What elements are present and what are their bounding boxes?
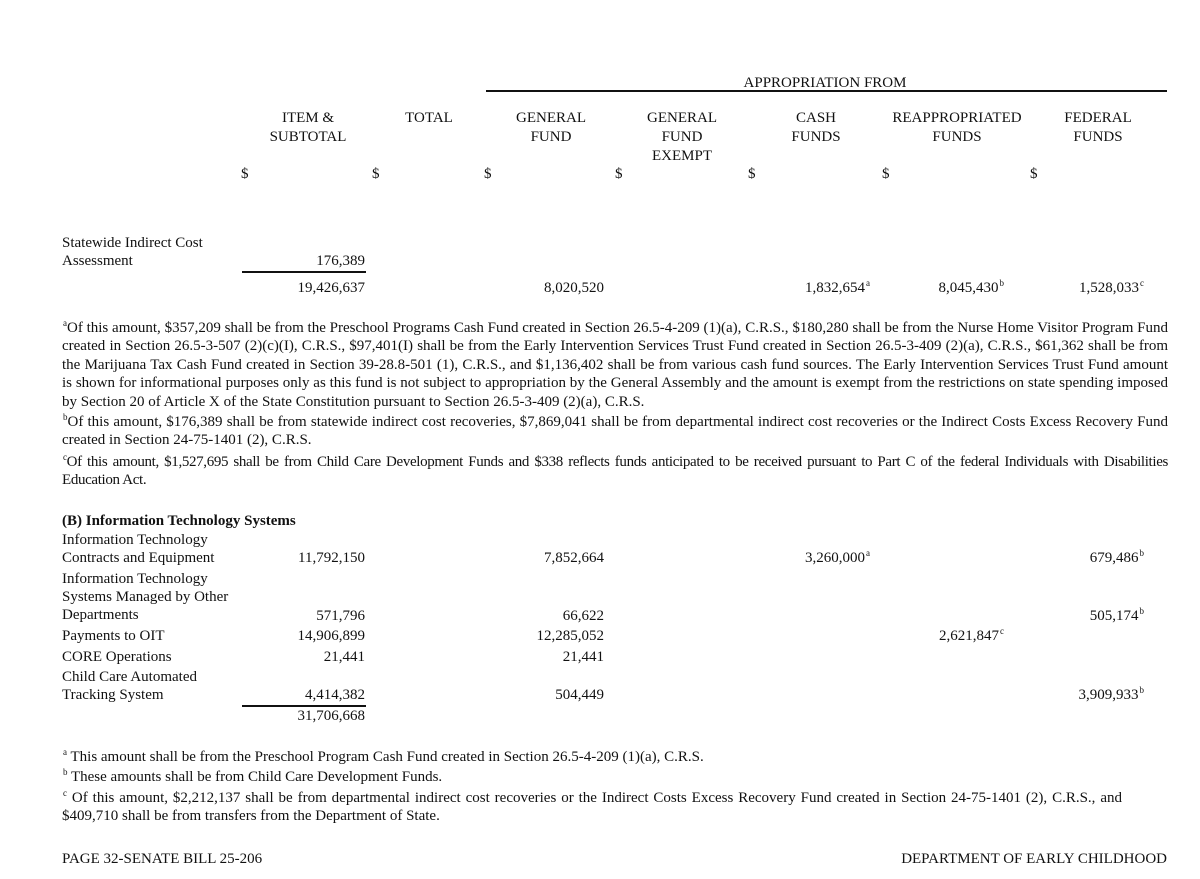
dollar-sign-total: $ xyxy=(372,166,380,182)
appropriation-rule xyxy=(486,90,1167,92)
footnote-a-3: $^c$Of this amount, $1,527,695 shall be from Child Care Development Funds and $338 reflects funds anticipated to be received pursuant to Part C of the federal Individuals with Disabilities Education Act. xyxy=(62,452,1168,489)
federal-child-care-tracking: 3,909,933$^b$ xyxy=(1078,685,1144,703)
row-label-child-care-tracking: Child Care Automated Tracking System xyxy=(62,669,197,703)
page-footer-left: PAGE 32-SENATE BILL 25-206 xyxy=(62,851,263,867)
row-label-it-contracts: Information Technology Contracts and Equipment xyxy=(62,532,215,566)
appropriation-from-heading: APPROPRIATION FROM xyxy=(743,75,907,91)
subtotal-item-a: 19,426,637 xyxy=(297,280,365,296)
col-header-general-fund-exempt: GENERAL FUND EXEMPT xyxy=(647,110,717,164)
subtotal-federal-a: 1,528,033$^c$ xyxy=(1079,278,1144,296)
row-label-core-operations: CORE Operations xyxy=(62,649,172,665)
general-fund-payments-oit: 12,285,052 xyxy=(536,628,604,644)
general-fund-it-other-depts: 66,622 xyxy=(562,608,604,624)
dollar-sign-federal-funds: $ xyxy=(1030,166,1038,182)
general-fund-it-contracts: 7,852,664 xyxy=(544,550,604,566)
item-it-other-depts: 571,796 xyxy=(316,608,365,624)
row-label-payments-oit: Payments to OIT xyxy=(62,628,165,644)
col-header-cash-funds: CASH FUNDS xyxy=(791,110,841,145)
dollar-sign-general-fund: $ xyxy=(484,166,492,182)
col-header-item-subtotal: ITEM & SUBTOTAL xyxy=(269,110,347,145)
col-header-reappropriated-funds: REAPPROPRIATED FUNDS xyxy=(892,110,1022,145)
item-it-contracts: 11,792,150 xyxy=(298,550,365,566)
dollar-sign-cash-funds: $ xyxy=(748,166,756,182)
dollar-sign-general-fund-exempt: $ xyxy=(615,166,623,182)
col-header-federal-funds: FEDERAL FUNDS xyxy=(1064,110,1132,145)
subtotal-item-b: 31,706,668 xyxy=(297,708,365,724)
item-child-care-tracking: 4,414,382 xyxy=(305,687,365,703)
subtotal-rule-a xyxy=(242,271,366,273)
item-payments-oit: 14,906,899 xyxy=(297,628,365,644)
federal-it-contracts: 679,486$^b$ xyxy=(1089,548,1144,566)
federal-it-other-depts: 505,174$^b$ xyxy=(1089,606,1144,624)
row-label-statewide-indirect: Statewide Indirect Cost Assessment xyxy=(62,235,203,269)
reappropriated-payments-oit: 2,621,847$^c$ xyxy=(939,626,1004,644)
section-b-title: (B) Information Technology Systems xyxy=(62,513,296,529)
footnote-a-2: $^b$Of this amount, $176,389 shall be from statewide indirect cost recoveries, $7,869,041 shall be from departmental indirect cost recoveries or the Indirect Costs Excess Recovery Fund created in Section 24-75-1401 (2), C.R.S. xyxy=(62,412,1168,449)
general-fund-core-operations: 21,441 xyxy=(562,649,604,665)
footnote-b-3: $^c$ Of this amount, $2,212,137 shall be from departmental indirect cost recoveries or the Indirect Costs Excess Recovery Fund created in Section 24-75-1401 (2), C.R.S., and $409,710 shall be from transfers from the Department of State. xyxy=(62,788,1123,825)
col-header-total: TOTAL xyxy=(405,110,453,126)
footnote-b-1: $^a$ This amount shall be from the Preschool Program Cash Fund created in Section 26.5-4-209 (1)(a), C.R.S. xyxy=(63,747,704,765)
general-fund-child-care-tracking: 504,449 xyxy=(555,687,604,703)
dollar-sign-item: $ xyxy=(241,166,249,182)
footnote-b-2: $^b$ These amounts shall be from Child Care Development Funds. xyxy=(63,767,443,785)
cash-funds-it-contracts: 3,260,000$^a$ xyxy=(805,548,870,566)
subtotal-cash-funds-a: 1,832,654$^a$ xyxy=(805,278,870,296)
subtotal-reappropriated-a: 8,045,430$^b$ xyxy=(938,278,1004,296)
item-core-operations: 21,441 xyxy=(323,649,365,665)
footnote-a-1: $^a$Of this amount, $357,209 shall be from the Preschool Programs Cash Fund created in Section 26.5-4-209 (1)(a), C.R.S., $180,280 shall be from the Nurse Home Visitor Program Fund created in Section 26.5-3-507 (2)(c)(I), C.R.S., $97,401(I) shall be from the Early Intervention Services Trust Fund created in Section 26.5-3-409 (2)(a), C.R.S., $61,362 shall be from the Marijuana Tax Cash Fund created in Section 39-28.8-501 (1), C.R.S., and $1,136,402 shall be from various cash fund sources. The Early Intervention Services Trust Fund amount is shown for informational purposes only as this fund is not subject to appropriation by the General Assembly and the amount is exempt from the restrictions on state spending imposed by Section 20 of Article X of the State Constitution pursuant to Section 26.5-3-409 (2)(a), C.R.S. xyxy=(62,318,1168,410)
row-label-it-other-depts: Information Technology Systems Managed by Other Departments xyxy=(62,571,229,623)
page-footer-right: DEPARTMENT OF EARLY CHILDHOOD xyxy=(901,851,1167,867)
dollar-sign-reappropriated-funds: $ xyxy=(882,166,890,182)
subtotal-general-fund-a: 8,020,520 xyxy=(544,280,604,296)
item-value-statewide-indirect: 176,389 xyxy=(316,253,365,269)
col-header-general-fund: GENERAL FUND xyxy=(516,110,586,145)
